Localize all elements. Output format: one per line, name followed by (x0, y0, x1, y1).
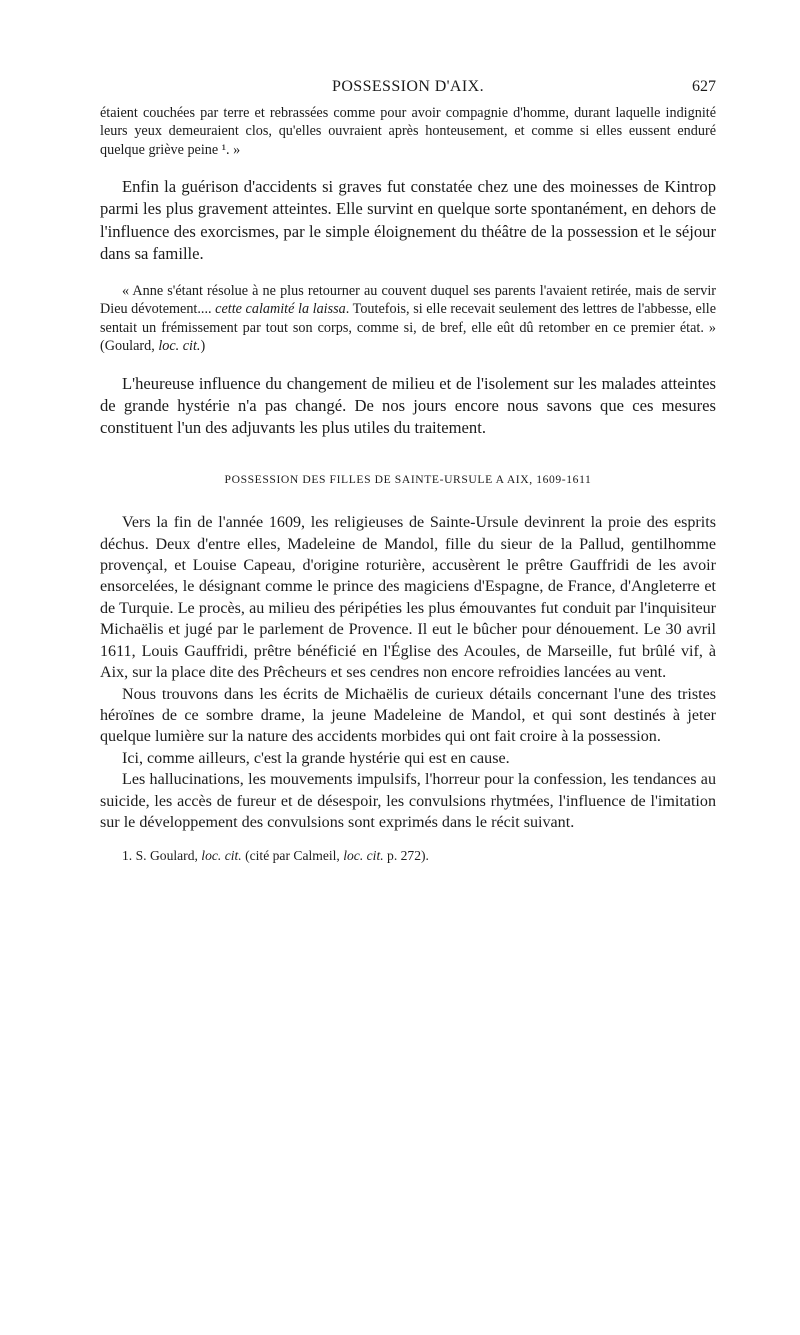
paragraph-healing: Enfin la guérison d'accidents si graves fut constatée chez une des moinesses de Kintrop parmi les plus gravement atteintes. Elle survint en quelque sorte spontanément, en dehors de l'influence des exorcismes, par le simple éloignement du théâtre de la possession et le séjour dans sa famille. (100, 177, 716, 263)
anne-quote-tail: ) (200, 338, 206, 355)
quote-continuation: étaient couchées par terre et rebrassées comme pour avoir compagnie d'homme, durant laquelle indignité leurs yeux demeuraient clos, qu'elles ouvraient après honteusement, et comme si elles eussent enduré quelque griève peine ¹. » (100, 105, 716, 158)
section-paragraph-4: Les hallucinations, les mouvements impulsifs, l'horreur pour la confession, les tendances au suicide, les accès de fureur et de désespoir, les convulsions rhytmées, l'influence de l'imitation sur le développement des convulsions sont exprimés dans le récit suivant. (100, 771, 716, 831)
page-number: 627 (692, 78, 716, 95)
anne-quote-start: « Anne s'étant résolue à ne plus retourner au couvent duquel ses parents l'avaient retirée, mais de servir Dieu dévotement.... (100, 283, 716, 318)
section-paragraph-3: Ici, comme ailleurs, c'est la grande hystérie qui est en cause. (122, 749, 510, 767)
section-paragraph-1: Vers la fin de l'année 1609, les religieuses de Sainte-Ursule devinrent la proie des esprits déchus. Deux d'entre elles, Madeleine de Mandol, fille du sieur de la Pallud, gentilhomme provençal, et Louise Capeau, d'origine roturière, accusèrent le prêtre Gauffridi de les avoir ensorcelées, le désignant comme le prince des magiciens d'Espagne, de France, d'Angleterre et de Turquie. Le procès, au milieu des péripéties les plus émouvantes fut conduit par l'inquisiteur Michaëlis et jugé par le parlement de Provence. Il eut le bûcher pour dénouement. Le 30 avril 1611, Louis Gauffridi, prêtre bénéficié en l'Église des Acoules, de Marseille, fut brûlé vif, à Aix, sur la place dite des Prêcheurs et ses cendres non encore refroidies lancées au vent. (100, 514, 716, 682)
footnote-start: 1. S. Goulard, (122, 848, 202, 864)
footnote (100, 847, 716, 865)
section-paragraph-2: Nous trouvons dans les écrits de Michaëlis de curieux détails concernant l'une des tristes héroïnes de ce sombre drame, la jeune Madeleine de Mandol, et qui sont destinés à jeter quelque lumière sur la nature des accidents morbides qui ont fait croire à la possession. (100, 685, 716, 746)
anne-quote-cite: loc. cit. (158, 338, 201, 355)
book-page (100, 78, 716, 865)
footnote-cite-1: loc. cit. (201, 848, 242, 864)
running-title: POSSESSION D'AIX. (332, 78, 484, 95)
anne-quote-italic: cette calamité la laissa (215, 301, 346, 318)
footnote-middle: (cité par Calmeil, (241, 848, 344, 864)
paragraph-influence: L'heureuse influence du changement de milieu et de l'isolement sur les malades atteintes de grande hystérie n'a pas changé. De nos jours encore nous savons que ces mesures constituent l'un des adjuvants les plus utiles du traitement. (100, 373, 716, 438)
anne-quote-end: . Toutefois, si elle recevait seulement des lettres de l'abbesse, elle sentait un frémissement par tout son corps, comme si, de bref, elle eût dû retomber en ce premier état. » (Goulard, (100, 301, 716, 355)
footnote-end: p. 272). (383, 848, 429, 864)
section-heading: POSSESSION DES FILLES DE SAINTE-URSULE A AIX, 1609-1611 (224, 473, 592, 487)
anne-quote (100, 282, 716, 356)
section-body (100, 512, 716, 833)
footnote-cite-2: loc. cit. (343, 848, 384, 864)
running-head (100, 78, 716, 104)
